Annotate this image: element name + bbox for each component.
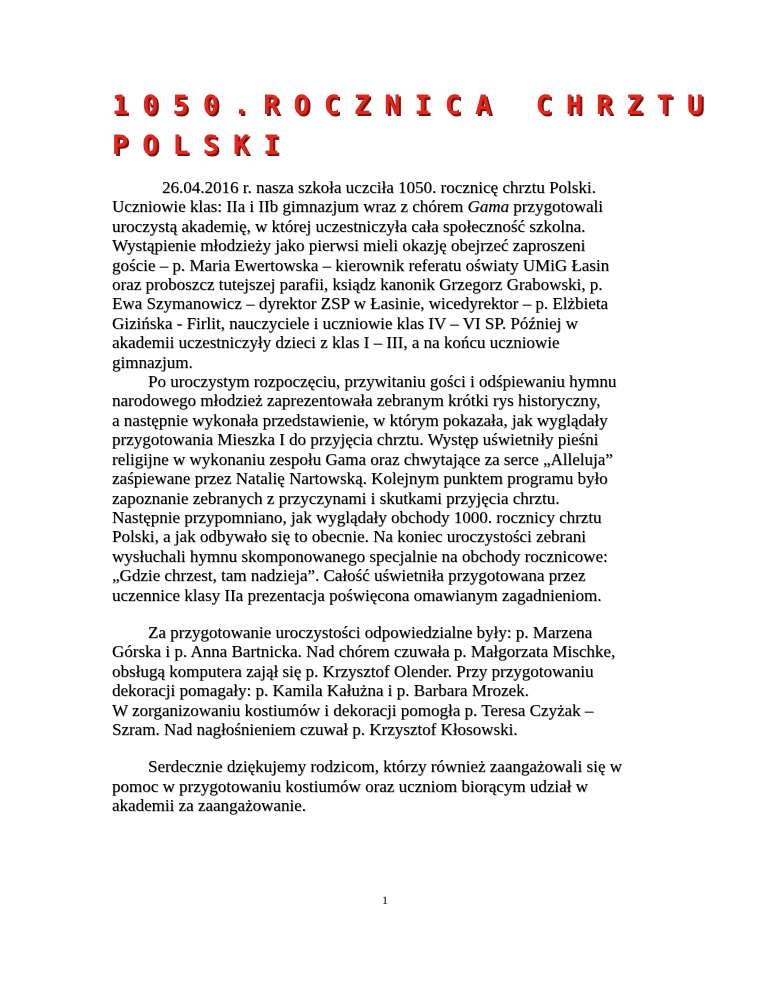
article-body [112,178,662,816]
text-line: Uczniowie klas: IIa i IIb gimnazjum wraz z chórem Gama przygotowali [112,197,603,217]
text-line: religijne w wykonaniu zespołu Gama oraz chwytające za serce „Alleluja” [112,449,613,469]
text-line: akademii uczestniczyły dzieci z klas I – III, a na końcu uczniowie [112,333,560,353]
text-line: akademii za zaangażowanie. [112,796,306,816]
text-line: Za przygotowanie uroczystości odpowiedzialne były: p. Marzena [148,622,593,642]
text-line: „Gdzie chrzest, tam nadzieja”. Całość uświetniła przygotowana przez [112,566,586,586]
document-title [112,86,718,166]
paragraph-gap [112,605,662,623]
paragraph-program [112,372,662,605]
text-line: Górska i p. Anna Bartnicka. Nad chórem czuwała p. Małgorzata Mischke, [112,642,616,662]
text-line: Ewa Szymanowicz – dyrektor ZSP w Łasinie, wicedyrektor – p. Elżbieta [112,294,609,314]
paragraph-credits [112,623,662,739]
text-line: Serdecznie dziękujemy rodzicom, którzy również zaangażowali się w [148,757,622,777]
paragraph-thanks [112,757,662,815]
paragraph-intro [112,178,662,372]
text-line: narodowego młodzież zaprezentowała zebranym krótki rys historyczny, [112,391,601,411]
text-line: uroczystą akademię, w której uczestniczyła cała społeczność szkolna. [112,216,586,236]
title-line-1: 1050.ROCZNICA CHRZTU [112,90,718,121]
text-line: a następnie wykonała przedstawienie, w którym pokazała, jak wyglądały [112,410,608,430]
text-line: oraz proboszcz tutejszej parafii, ksiądz kanonik Grzegorz Grabowski, p. [112,275,603,295]
text-line: Szram. Nad nagłośnieniem czuwał p. Krzysztof Kłosowski. [112,719,518,739]
text-line: 26.04.2016 r. nasza szkoła uczciła 1050. rocznicę chrztu Polski. [162,178,596,197]
text-line: uczennice klasy IIa prezentacja poświęcona omawianym zagadnieniom. [112,585,602,605]
text-line: goście – p. Maria Ewertowska – kierownik referatu oświaty UMiG Łasin [112,255,610,275]
text-line: Po uroczystym rozpoczęciu, przywitaniu gości i odśpiewaniu hymnu [148,372,617,392]
text-line: zaśpiewane przez Natalię Nartowską. Kolejnym punktem programu było [112,469,608,489]
page-number: 1 [382,893,388,907]
text-line: Gizińska - Firlit, nauczyciele i uczniowie klas IV – VI SP. Później w [112,313,578,333]
text-line: dekoracji pomagały: p. Kamila Kałużna i p. Barbara Mrozek. [112,681,529,701]
text-line: zapoznanie zebranych z przyczynami i skutkami przyjęcia chrztu. [112,488,560,508]
text-line: pomoc w przygotowaniu kostiumów oraz uczniom biorącym udział w [112,776,588,796]
choir-name: Gama [467,197,510,217]
text-line: Następnie przypomniano, jak wyglądały obchody 1000. rocznicy chrztu [112,507,602,527]
text-line: przygotowania Mieszka I do przyjęcia chrztu. Występ uświetniły pieśni [112,430,599,450]
text-line: obsługą komputera zajął się p. Krzysztof Olender. Przy przygotowaniu [112,661,594,681]
text-line: gimnazjum. [112,352,193,372]
paragraph-gap [112,739,662,757]
text-line: Polski, a jak odbywało się to obecnie. Na koniec uroczystości zebrani [112,527,586,547]
text-line: wysłuchali hymnu skomponowanego specjalnie na obchody rocznicowe: [112,546,608,566]
text-line: W zorganizowaniu kostiumów i dekoracji pomogła p. Teresa Czyżak – [112,700,594,720]
text-line: Wystąpienie młodzieży jako pierwsi mieli okazję obejrzeć zaproszeni [112,236,586,256]
title-line-2: POLSKI [112,130,294,161]
